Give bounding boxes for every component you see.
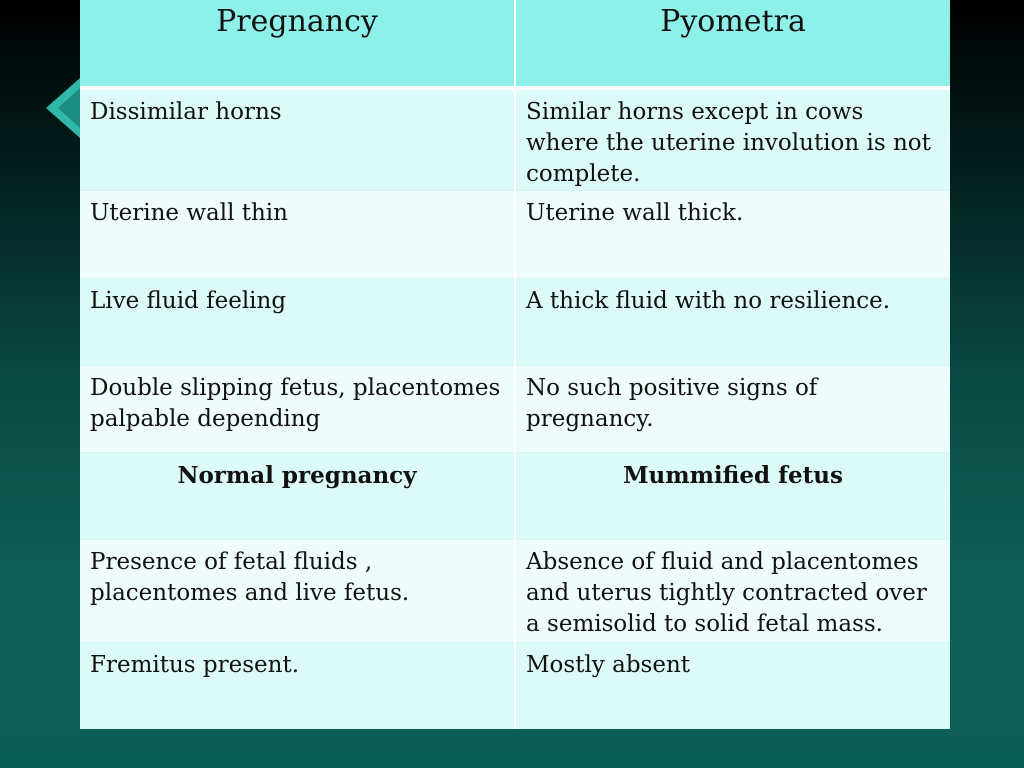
cell-pyometra: Uterine wall thick. xyxy=(515,191,950,279)
cell-pyometra: No such positive signs of pregnancy. xyxy=(515,366,950,453)
cell-pyometra: Similar horns except in cows where the uterine involution is not complete. xyxy=(515,88,950,191)
cell-pyometra: Absence of fluid and placentomes and uterus tightly contracted over a semisolid to solid fetal mass. xyxy=(515,540,950,643)
header-pregnancy: Pregnancy xyxy=(80,0,515,88)
table-row xyxy=(80,88,950,191)
table-row xyxy=(80,540,950,643)
cell-pregnancy: Double slipping fetus, placentomes palpable depending xyxy=(80,366,515,453)
table-row xyxy=(80,191,950,279)
cell-pyometra: A thick fluid with no resilience. xyxy=(515,279,950,366)
subheader-mummified-fetus: Mummified fetus xyxy=(515,453,950,540)
table-header-row xyxy=(80,0,950,88)
cell-pregnancy: Presence of fetal fluids , placentomes and live fetus. xyxy=(80,540,515,643)
comparison-table xyxy=(80,0,950,729)
cell-pregnancy: Dissimilar horns xyxy=(80,88,515,191)
header-pyometra: Pyometra xyxy=(515,0,950,88)
table-row xyxy=(80,643,950,729)
cell-pregnancy: Live fluid feeling xyxy=(80,279,515,366)
cell-pregnancy: Fremitus present. xyxy=(80,643,515,729)
subheader-normal-pregnancy: Normal pregnancy xyxy=(80,453,515,540)
cell-pyometra: Mostly absent xyxy=(515,643,950,729)
table-row xyxy=(80,366,950,453)
cell-pregnancy: Uterine wall thin xyxy=(80,191,515,279)
table-subheader-row xyxy=(80,453,950,540)
table-row xyxy=(80,279,950,366)
